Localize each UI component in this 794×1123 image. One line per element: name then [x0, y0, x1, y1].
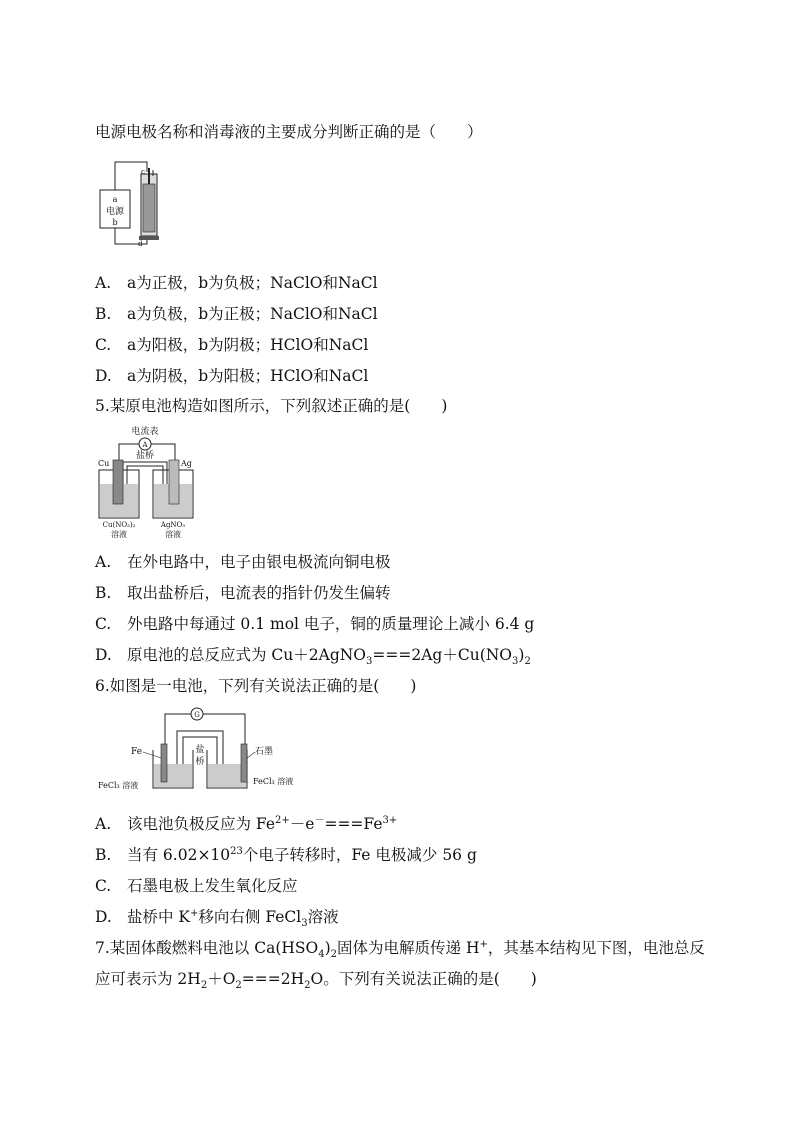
- q6-stem: 6.如图是一电池，下列有关说法正确的是( ): [95, 677, 417, 695]
- q4-label-d: d: [138, 240, 143, 248]
- q5-meter-symbol: A: [142, 441, 148, 449]
- q5-option-d[interactable]: D. 原电池的总反应式为 $Cu+2AgNO_3===2Ag+Cu(NO_3)_2$: [95, 646, 531, 668]
- q4-label-a: a: [112, 195, 118, 204]
- q5-right-solution: AgNO₃: [160, 521, 186, 529]
- q5-galvanic-cell-figure: [95, 424, 205, 540]
- q6-cell-figure: [95, 704, 310, 796]
- q6-option-a[interactable]: A. 该电池负极反应为 $Fe^{2+}-e^-===Fe^{3+}$: [95, 814, 398, 833]
- q4-option-d[interactable]: D. a为阴极，b为阳极；HClO和NaCl: [95, 367, 369, 385]
- q5-ag-label: Ag: [181, 459, 192, 468]
- q5-left-solution2: 溶液: [111, 530, 127, 539]
- q6-option-c[interactable]: C. 石墨电极上发生氧化反应: [95, 877, 298, 895]
- q4-option-b[interactable]: B. a为负极，b为正极；NaClO和NaCl: [95, 305, 378, 323]
- q6-bridge-label2: 桥: [195, 757, 205, 767]
- q5-option-c[interactable]: C. 外电路中每通过 0.1 mol 电子，铜的质量理论上减小 6.4 g: [95, 615, 535, 633]
- q7-stem-line1: 7.某固体酸燃料电池以 $Ca(HSO_4)_2$固体为电解质传递 H+，其基本结构见下图，电池总反: [95, 938, 705, 961]
- q7-stem-line2: 应可表示为 $2H_2+O_2===2H_2O$。下列有关说法正确的是( ): [95, 970, 537, 992]
- q4-option-c[interactable]: C. a为阳极，b为阴极；HClO和NaCl: [95, 336, 369, 354]
- q5-stem: 5.某原电池构造如图所示，下列叙述正确的是( ): [95, 397, 448, 415]
- q5-bridge-label: 盐桥: [135, 451, 155, 461]
- q4-label-b: b: [112, 218, 118, 227]
- q5-cu-label: Cu: [98, 459, 110, 468]
- q6-left-solution: FeCl₃ 溶液: [98, 781, 139, 790]
- q6-bridge-label1: 盐: [195, 745, 205, 755]
- q6-meter-symbol: G: [194, 711, 200, 719]
- q6-option-b[interactable]: B. 当有 $6.02\times 10^{23}$个电子转移时，Fe 电极减少 56 g: [95, 845, 477, 864]
- q4-option-a[interactable]: A. a为正极，b为负极；NaClO和NaCl: [95, 274, 378, 292]
- q5-option-a[interactable]: A. 在外电路中，电子由银电极流向铜电极: [95, 553, 391, 571]
- q4-power-label: 电源: [105, 207, 125, 217]
- q6-graphite-label: 石墨: [255, 747, 274, 757]
- q5-option-b[interactable]: B. 取出盐桥后，电流表的指针仍发生偏转: [95, 584, 391, 602]
- q6-fe-label: Fe: [131, 747, 143, 757]
- q5-right-solution2: 溶液: [165, 530, 181, 539]
- q5-left-solution: Cu(NO₃)₂: [102, 521, 136, 529]
- q4-stem: 电源电极名称和消毒液的主要成分判断正确的是（ ）: [95, 123, 483, 141]
- q5-ammeter-label: 电流表: [131, 427, 159, 437]
- q6-option-d[interactable]: D. 盐桥中 K+移向右侧 FeCl$_3$溶液: [95, 907, 339, 930]
- q4-label-c: c: [141, 168, 145, 176]
- q4-electrolysis-figure: [95, 158, 185, 248]
- q6-right-solution: FeCl₃ 溶液: [253, 777, 294, 786]
